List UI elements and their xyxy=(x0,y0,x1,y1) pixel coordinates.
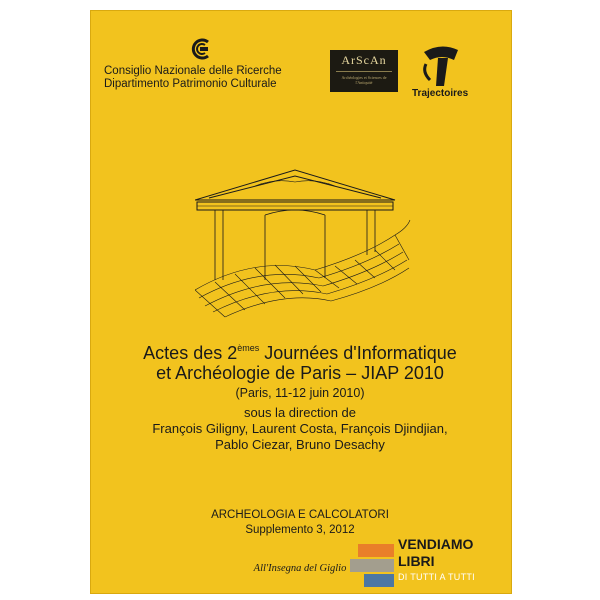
editors-line-1: François Giligny, Laurent Costa, François Djindjian, xyxy=(152,421,448,436)
institution-block xyxy=(104,65,282,91)
series-name: ARCHEOLOGIA E CALCOLATORI xyxy=(211,509,389,521)
vendiamo-libri-watermark xyxy=(350,536,600,596)
cnr-logo-icon xyxy=(188,38,212,60)
arscan-logo-text: ArScAn xyxy=(341,53,387,67)
watermark-word-2: LIBRI xyxy=(398,553,435,569)
arscan-divider xyxy=(336,71,392,72)
arscan-logo-subtext: Archéologies et Sciences de l'Antiquité xyxy=(341,75,387,85)
title-line-1 xyxy=(110,338,490,363)
trajectoires-logo-icon xyxy=(420,42,462,88)
trajectoires-label: Trajectoires xyxy=(412,88,469,99)
title-superscript: èmes xyxy=(237,343,260,353)
watermark-word-1: VENDIAMO xyxy=(398,536,474,552)
book-title xyxy=(110,338,490,383)
event-date: (Paris, 11-12 juin 2010) xyxy=(235,386,365,400)
editors-block xyxy=(110,405,490,453)
institution-name: Consiglio Nazionale delle Ricerche xyxy=(104,65,282,77)
watermark-bars xyxy=(350,544,396,588)
title-line-2: et Archéologie de Paris – JIAP 2010 xyxy=(156,363,444,383)
title-prefix: Actes des 2 xyxy=(143,343,238,363)
watermark-bar-blue xyxy=(364,574,394,587)
title-line1-rest: Journées d'Informatique xyxy=(259,343,457,363)
temple-terrain-illustration xyxy=(195,160,415,320)
watermark-tagline: DI TUTTI A TUTTI xyxy=(398,572,475,582)
arscan-logo xyxy=(330,50,398,92)
publisher-name: All'Insegna del Giglio xyxy=(253,563,347,574)
institution-department: Dipartimento Patrimonio Culturale xyxy=(104,78,277,90)
editors-line-2: Pablo Ciezar, Bruno Desachy xyxy=(215,437,385,452)
watermark-bar-grey xyxy=(350,559,394,572)
watermark-bar-orange xyxy=(358,544,394,557)
direction-intro: sous la direction de xyxy=(243,405,356,420)
series-block xyxy=(110,508,490,538)
series-supplement: Supplemento 3, 2012 xyxy=(245,524,355,536)
